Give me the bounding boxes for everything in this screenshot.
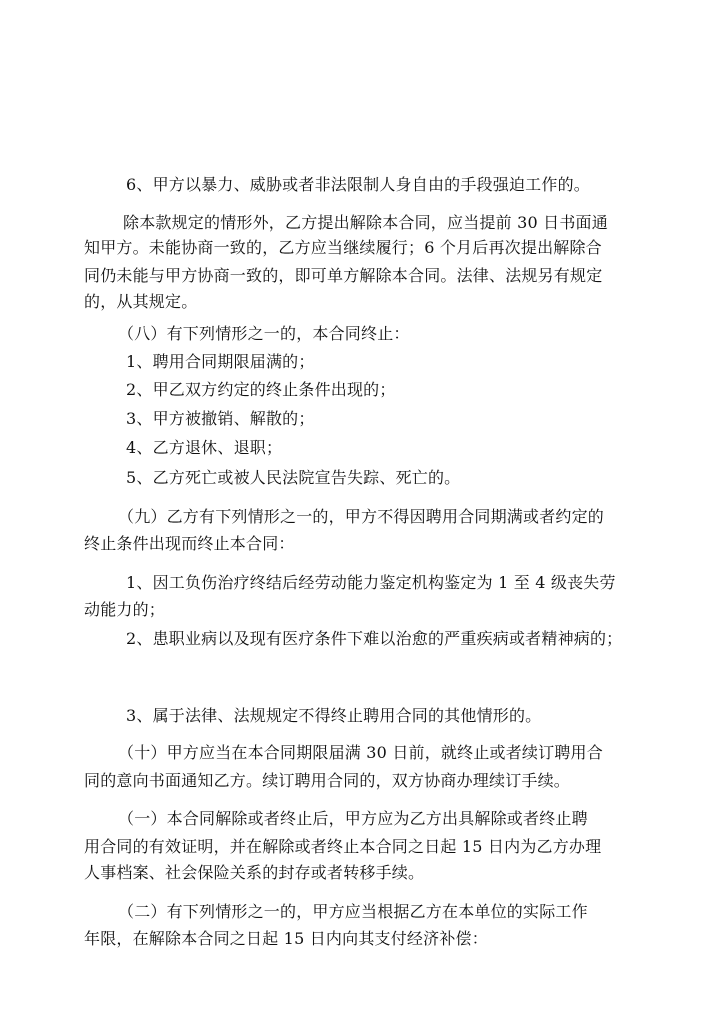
text-line: （一）本合同解除或者终止后，甲方应为乙方出具解除或者终止聘 bbox=[118, 809, 588, 828]
text-line: （九）乙方有下列情形之一的，甲方不得因聘用合同期满或者约定的 bbox=[118, 507, 605, 526]
text-line: 3、属于法律、法规规定不得终止聘用合同的其他情形的。 bbox=[126, 706, 542, 725]
text-line: 3、甲方被撤销、解散的； bbox=[126, 409, 315, 428]
text-line: 年限，在解除本合同之日起 15 日内向其支付经济补偿： bbox=[84, 929, 488, 948]
text-line: 5、乙方死亡或被人民法院宣告失踪、死亡的。 bbox=[126, 468, 461, 487]
text-line: 终止条件出现而终止本合同： bbox=[84, 534, 295, 553]
text-line: 2、患职业病以及现有医疗条件下难以治愈的严重疾病或者精神病的； bbox=[126, 629, 623, 648]
text-line: 用合同的有效证明，并在解除或者终止本合同之日起 15 日内为乙方办理 bbox=[84, 837, 602, 856]
text-line: 人事档案、社会保险关系的封存或者转移手续。 bbox=[84, 863, 425, 882]
text-line: 动能力的； bbox=[84, 600, 166, 619]
text-line: （十）甲方应当在本合同期限届满 30 日前，就终止或者续订聘用合 bbox=[118, 743, 603, 762]
text-line: 除本款规定的情形外，乙方提出解除本合同，应当提前 30 日书面通 bbox=[123, 213, 608, 232]
text-line: 1、因工负伤治疗终结后经劳动能力鉴定机构鉴定为 1 至 4 级丧失劳 bbox=[126, 573, 616, 592]
text-line: （二）有下列情形之一的，甲方应当根据乙方在本单位的实际工作 bbox=[118, 902, 588, 921]
text-line: 知甲方。未能协商一致的，乙方应当继续履行；6 个月后再次提出解除合 bbox=[84, 238, 602, 257]
text-line: 1、聘用合同期限届满的； bbox=[126, 352, 315, 371]
text-line: 2、甲乙双方约定的终止条件出现的； bbox=[126, 380, 396, 399]
text-line: 同的意向书面通知乙方。续订聘用合同的，双方协商办理续订手续。 bbox=[84, 771, 571, 790]
text-line: 6、甲方以暴力、威胁或者非法限制人身自由的手段强迫工作的。 bbox=[126, 175, 590, 194]
text-line: 同仍未能与甲方协商一致的，即可单方解除本合同。法律、法规另有规定 bbox=[84, 266, 603, 285]
text-line: （八）有下列情形之一的，本合同终止： bbox=[118, 324, 410, 343]
text-line: 的，从其规定。 bbox=[84, 292, 198, 311]
text-line: 4、乙方退休、退职； bbox=[126, 438, 283, 457]
